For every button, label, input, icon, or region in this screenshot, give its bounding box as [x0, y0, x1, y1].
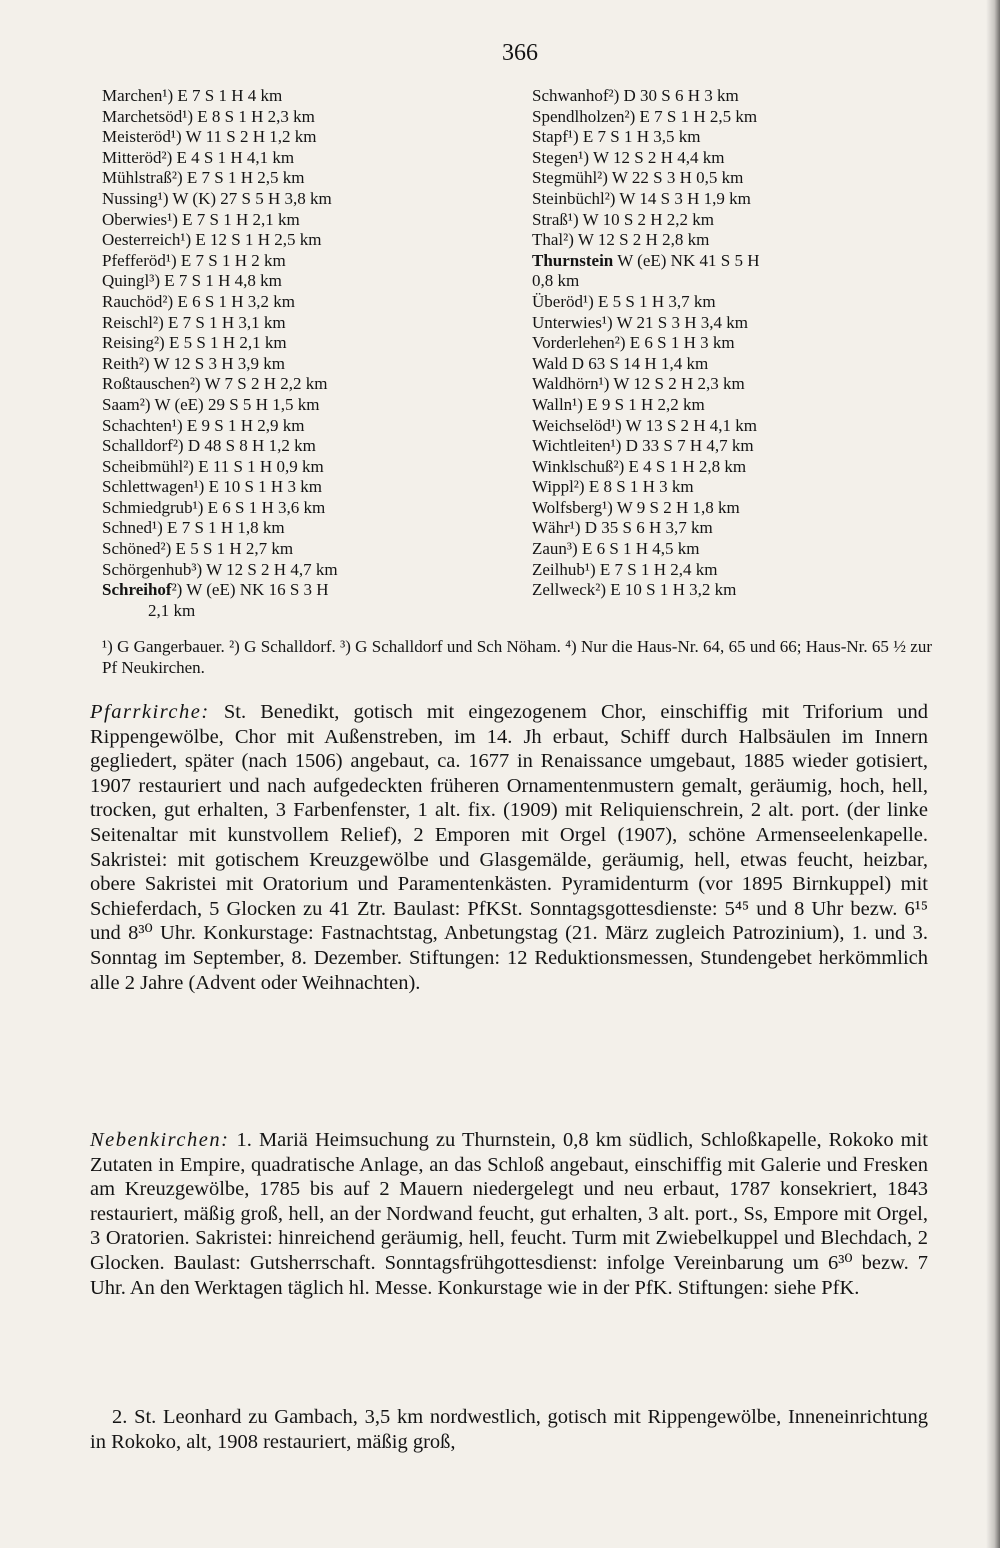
place-entry: Überöd¹) E 5 S 1 H 3,7 km [532, 291, 716, 311]
place-entry: Saam²) W (eE) 29 S 5 H 1,5 km [102, 394, 320, 414]
place-list-left-column [102, 86, 502, 621]
place-entry: Schlettwagen¹) E 10 S 1 H 3 km [102, 477, 322, 497]
place-entry: Mühlstraß²) E 7 S 1 H 2,5 km [102, 168, 305, 188]
place-list-right-column [532, 86, 952, 601]
place-entry: Winklschuß²) E 4 S 1 H 2,8 km [532, 456, 747, 476]
place-entry: Wald D 63 S 14 H 1,4 km [532, 353, 709, 373]
place-entry: Zaun³) E 6 S 1 H 4,5 km [532, 539, 700, 559]
place-entry: Walln¹) E 9 S 1 H 2,2 km [532, 394, 705, 414]
place-entry [102, 580, 502, 601]
paragraph-label: Pfarrkirche: [90, 701, 210, 723]
place-entry: Schachten¹) E 9 S 1 H 2,9 km [102, 415, 305, 435]
place-entry: Zellweck²) E 10 S 1 H 3,2 km [532, 580, 737, 600]
place-entry: Roßtauschen²) W 7 S 2 H 2,2 km [102, 374, 328, 394]
page-number: 366 [502, 40, 538, 66]
place-entry: Reith²) W 12 S 3 H 3,9 km [102, 353, 285, 373]
place-entry: Meisteröd¹) W 11 S 2 H 1,2 km [102, 127, 317, 147]
place-name-bold: Thurnstein [532, 250, 614, 270]
place-details: W (eE) NK 41 S 5 H [613, 250, 760, 270]
place-entry: Spendlholzen²) E 7 S 1 H 2,5 km [532, 106, 758, 126]
paragraph-nebenkirchen [90, 1128, 928, 1300]
place-entry: Weichselöd¹) W 13 S 2 H 4,1 km [532, 415, 758, 435]
place-entry: 0,8 km [532, 271, 580, 291]
paragraph-body: St. Benedikt, gotisch mit eingezogenem Chor, einschiffig mit Triforium und Rippengewölbe, Chor mit Außenstreben, im 14. Jh erbaut, Schiff durch Halbsäulen im Innern gegliedert, später (nach 1506) angebaut, ca. 1677 in Renaissance umgebaut, 1885 wieder gotisiert, 1907 restauriert und nach aufgedeckten früheren Ornamentenmustern gemalt, geräumig, hoch, hell, trocken, gut erhalten, 3 Farbenfenster, 1 alt. fix. (1909) mit Reliquienschrein, 2 alt. port. (der linke Seitenaltar mit kunstvollem Relief), 2 Emporen mit Orgel (1907), schöne Armenseelenkapelle. Sakristei: mit gotischem Kreuzgewölbe und Glasgemälde, geräumig, hell, etwas feucht, heizbar, obere Sakristei mit Oratorium und Paramentenkästen. Pyramidenturm (vor 1895 Birnkuppel) mit Schieferdach, 5 Glocken zu 41 Ztr. Baulast: PfKSt. Sonntagsgottesdienste: 5⁴⁵ und 8 Uhr bezw. 6¹⁵ und 8³⁰ Uhr. Konkurstage: Fastnachtstag, Anbetungstag (21. März zugleich Patrozinium), 1. und 3. Sonntag im September, 8. Dezember. Stiftungen: 12 Reduktionsmessen, Stundengebet herkömmlich alle 2 Jahre (Advent oder Weihnachten). [90, 701, 928, 994]
place-entry: Zeilhub¹) E 7 S 1 H 2,4 km [532, 559, 718, 579]
place-entry: Scheibmühl²) E 11 S 1 H 0,9 km [102, 456, 324, 476]
place-entry: Wolfsberg¹) W 9 S 2 H 1,8 km [532, 497, 740, 517]
place-entry: Schned¹) E 7 S 1 H 1,8 km [102, 518, 285, 538]
place-entry: Straß¹) W 10 S 2 H 2,2 km [532, 209, 715, 229]
place-entry: Stapf¹) E 7 S 1 H 3,5 km [532, 127, 701, 147]
paragraph-body: 2. St. Leonhard zu Gambach, 3,5 km nordwestlich, gotisch mit Rippengewölbe, Inneneinrichtung in Rokoko, alt, 1908 restauriert, mäßig groß, [90, 1406, 928, 1453]
place-entry: Reising²) E 5 S 1 H 2,1 km [102, 333, 287, 353]
place-entry: Quingl³) E 7 S 1 H 4,8 km [102, 271, 282, 291]
place-entry: Schmiedgrub¹) E 6 S 1 H 3,6 km [102, 497, 326, 517]
place-entry: Oesterreich¹) E 12 S 1 H 2,5 km [102, 230, 322, 250]
paragraph-body: 1. Mariä Heimsuchung zu Thurnstein, 0,8 km südlich, Schloßkapelle, Rokoko mit Zutaten in Empire, quadratische Anlage, an das Schloß angebaut, einschiffig mit Galerie und Fresken am Kreuzgewölbe, 1785 bis auf 2 Mauern niedergelegt und neu erbaut, 1787 konsekriert, 1843 restauriert, mäßig groß, hell, an der Nordwand feucht, gut erhalten, 3 alt. port., Ss, Empore mit Orgel, 3 Oratorien. Sakristei: hinreichend geräumig, hell, feucht. Turm mit Zwiebelkuppel und Blechdach, 2 Glocken. Baulast: Gutsherrschaft. Sonntagsfrühgottesdienst: infolge Vereinbarung um 6³⁰ bezw. 7 Uhr. An den Werktagen täglich hl. Messe. Konkurstage wie in der PfK. Stiftungen: siehe PfK. [90, 1129, 928, 1299]
paragraph-gambach [90, 1405, 928, 1454]
place-entry: 2,1 km [148, 600, 196, 620]
paragraph-label: Nebenkirchen: [90, 1129, 230, 1151]
place-entry: Marchen¹) E 7 S 1 H 4 km [102, 86, 283, 105]
place-entry: Pfefferöd¹) E 7 S 1 H 2 km [102, 250, 286, 270]
place-entry: Mitteröd²) E 4 S 1 H 4,1 km [102, 147, 295, 167]
place-entry: Schwanhof²) D 30 S 6 H 3 km [532, 86, 739, 105]
place-entry: Oberwies¹) E 7 S 1 H 2,1 km [102, 209, 300, 229]
place-entry: Stegen¹) W 12 S 2 H 4,4 km [532, 147, 725, 167]
place-entry: Rauchöd²) E 6 S 1 H 3,2 km [102, 291, 296, 311]
place-entry: Schalldorf²) D 48 S 8 H 1,2 km [102, 436, 316, 456]
place-entry [532, 251, 952, 272]
paragraph-pfarrkirche [90, 700, 928, 995]
place-entry: Unterwies¹) W 21 S 3 H 3,4 km [532, 312, 749, 332]
place-entry: Thal²) W 12 S 2 H 2,8 km [532, 230, 710, 250]
place-entry: Schörgenhub³) W 12 S 2 H 4,7 km [102, 559, 338, 579]
place-entry: Vorderlehen²) E 6 S 1 H 3 km [532, 333, 735, 353]
place-details: ²) W (eE) NK 16 S 3 H [171, 580, 329, 600]
place-entry: Wichtleiten¹) D 33 S 7 H 4,7 km [532, 436, 754, 456]
place-entry: Waldhörn¹) W 12 S 2 H 2,3 km [532, 374, 745, 394]
place-entry: Wippl²) E 8 S 1 H 3 km [532, 477, 694, 497]
page-edge-shadow [986, 0, 1000, 1548]
place-entry: Nussing¹) W (K) 27 S 5 H 3,8 km [102, 188, 332, 208]
place-entry: Schöned²) E 5 S 1 H 2,7 km [102, 539, 294, 559]
place-entry: Stegmühl²) W 22 S 3 H 0,5 km [532, 168, 744, 188]
place-entry: Reischl²) E 7 S 1 H 3,1 km [102, 312, 286, 332]
footnotes: ¹) G Gangerbauer. ²) G Schalldorf. ³) G Schalldorf und Sch Nöham. ⁴) Nur die Haus-Nr. 64, 65 und 66; Haus-Nr. 65 ½ zur Pf Neukirchen. [102, 637, 932, 677]
place-entry: Marchetsöd¹) E 8 S 1 H 2,3 km [102, 106, 315, 126]
place-name-bold: Schreihof [102, 580, 172, 600]
place-entry: Währ¹) D 35 S 6 H 3,7 km [532, 518, 713, 538]
place-entry: Steinbüchl²) W 14 S 3 H 1,9 km [532, 188, 751, 208]
